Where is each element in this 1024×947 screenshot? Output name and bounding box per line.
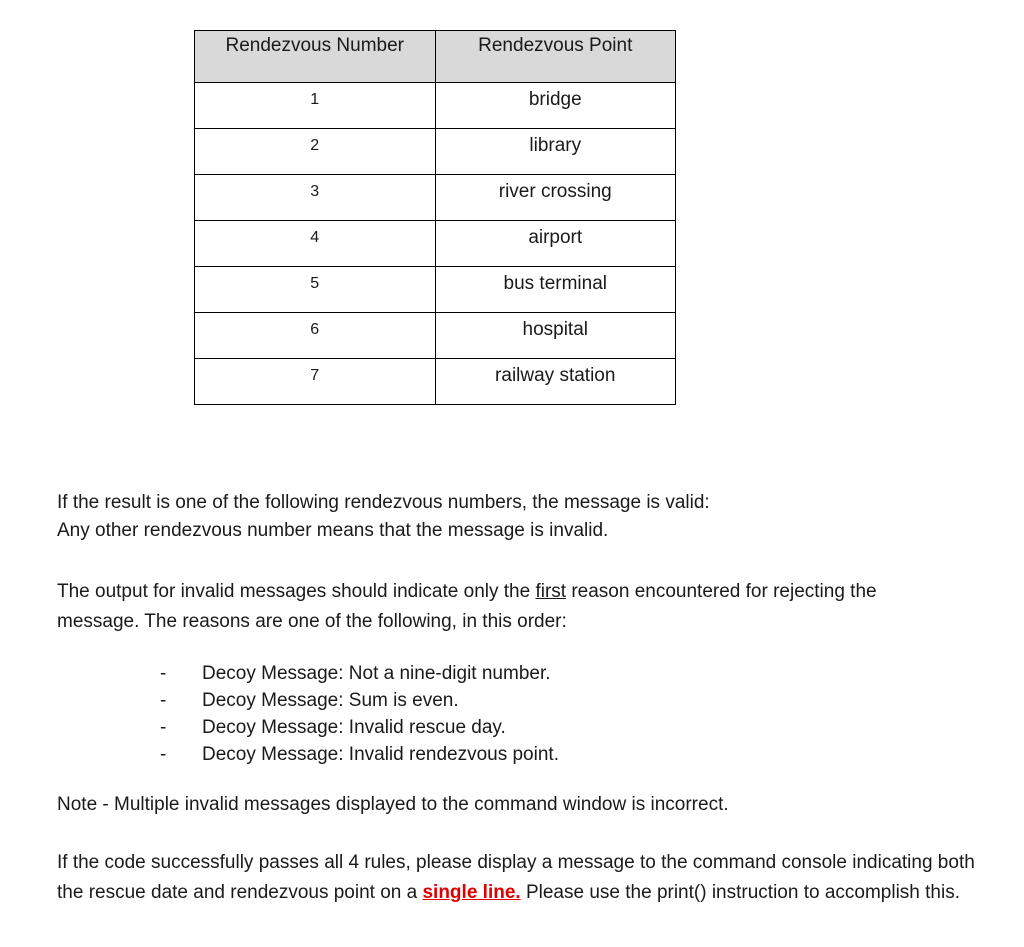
rendezvous-number: 6	[195, 313, 436, 359]
dash-bullet: -	[160, 744, 167, 765]
output-intro-a: The output for invalid messages should indicate only the	[57, 581, 536, 602]
rendezvous-number: 3	[195, 175, 436, 221]
first-emphasis: first	[535, 581, 567, 602]
table-row	[195, 359, 676, 405]
rendezvous-point: river crossing	[435, 175, 676, 221]
table-row	[195, 129, 676, 175]
list-item	[160, 741, 559, 768]
reason-text: Decoy Message: Invalid rescue day.	[202, 717, 506, 738]
rendezvous-point: hospital	[435, 313, 676, 359]
header-rendezvous-number: Rendezvous Number	[195, 31, 436, 83]
single-line-highlight: single line.	[422, 882, 521, 903]
table-row	[195, 313, 676, 359]
list-item	[160, 660, 559, 687]
reason-text: Decoy Message: Invalid rendezvous point.	[202, 744, 559, 765]
rendezvous-number: 7	[195, 359, 436, 405]
dash-bullet: -	[160, 663, 167, 684]
table-row	[195, 175, 676, 221]
table-row	[195, 221, 676, 267]
output-intro-b: reason encountered for rejecting the message. The reasons are one of the following, in this order:	[57, 581, 877, 632]
final-instructions	[57, 848, 997, 908]
rendezvous-number: 4	[195, 221, 436, 267]
final-text-a: If the code successfully passes all 4 rules, please display a message to the command console indicating both the rescue date and rendezvous point on a	[57, 852, 975, 903]
rendezvous-number: 2	[195, 129, 436, 175]
rejection-reasons-list	[160, 660, 559, 768]
invalid-line: Any other rendezvous number means that the message is invalid.	[57, 520, 609, 541]
dash-bullet: -	[160, 690, 167, 711]
rendezvous-table	[194, 30, 676, 405]
header-rendezvous-point: Rendezvous Point	[435, 31, 676, 83]
valid-line: If the result is one of the following rendezvous numbers, the message is valid:	[57, 492, 710, 513]
final-text-b: Please use the print() instruction to accomplish this.	[520, 882, 960, 903]
rendezvous-point: bus terminal	[435, 267, 676, 313]
output-instructions	[57, 577, 957, 637]
list-item	[160, 714, 559, 741]
rendezvous-point: bridge	[435, 83, 676, 129]
table-row	[195, 83, 676, 129]
reason-text: Decoy Message: Sum is even.	[202, 690, 459, 711]
rendezvous-point: library	[435, 129, 676, 175]
table-row	[195, 267, 676, 313]
note-paragraph: Note - Multiple invalid messages displayed to the command window is incorrect.	[57, 794, 729, 815]
table-header-row	[195, 31, 676, 83]
dash-bullet: -	[160, 717, 167, 738]
rendezvous-point: railway station	[435, 359, 676, 405]
reason-text: Decoy Message: Not a nine-digit number.	[202, 663, 551, 684]
validity-paragraph	[57, 489, 710, 545]
rendezvous-point: airport	[435, 221, 676, 267]
list-item	[160, 687, 559, 714]
rendezvous-number: 1	[195, 83, 436, 129]
rendezvous-number: 5	[195, 267, 436, 313]
